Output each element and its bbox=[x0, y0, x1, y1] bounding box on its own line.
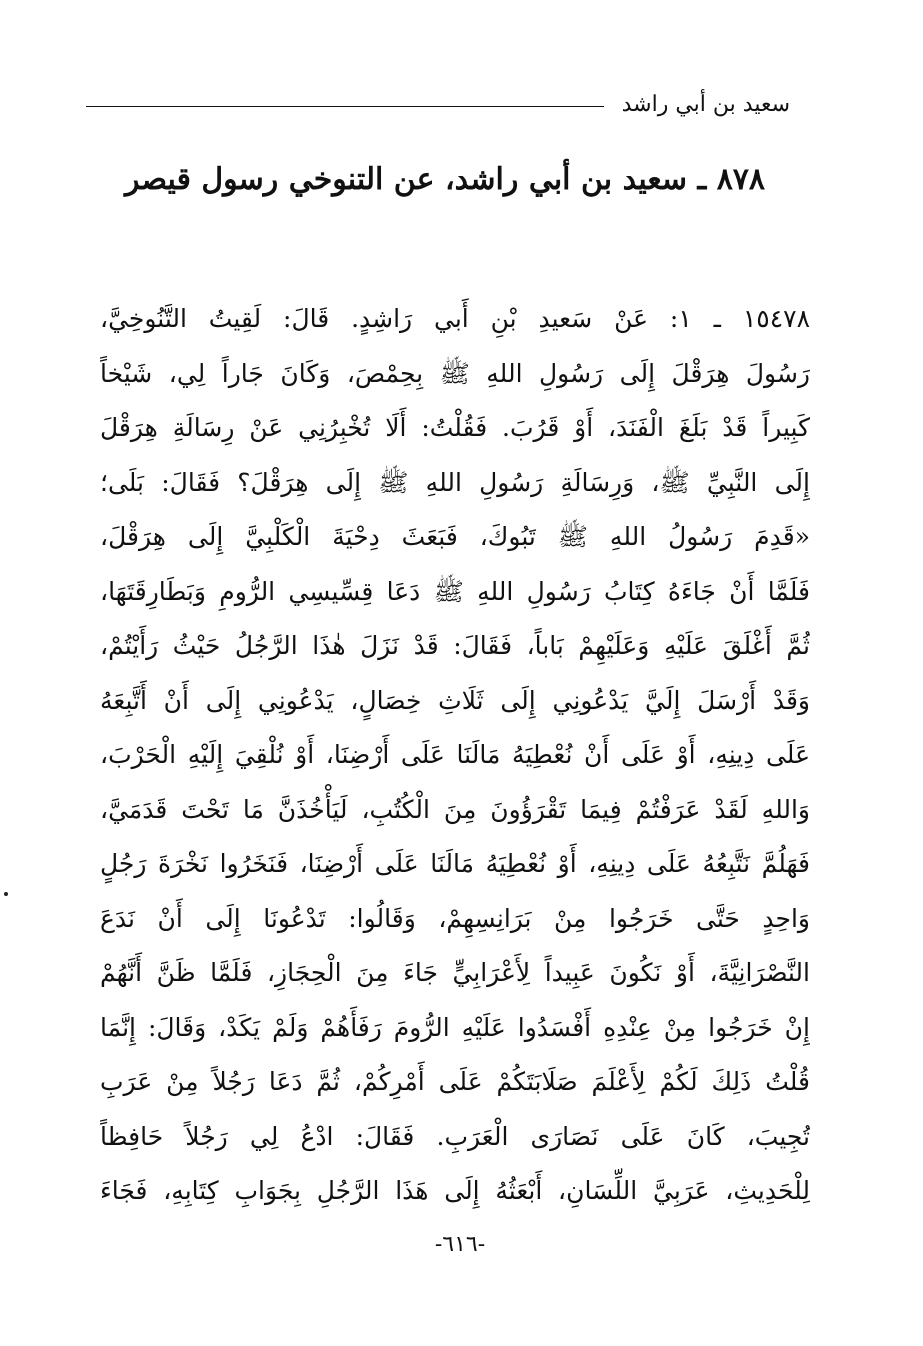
text-line: ١٥٤٧٨ ـ ١: عَنْ سَعيدِ بْنِ أَبي رَاشِدٍ. قَالَ: لَقِيتُ التَّنُوخِيَّ، bbox=[100, 304, 810, 333]
text-line: فَلَمَّا أَنْ جَاءَهُ كِتَابُ رَسُولِ اللهِ ﷺ دَعَا قِسِّيسِي الرُّومِ وَبَطَارِقَتَهَا، bbox=[100, 576, 810, 606]
text-line: وَقَدْ أَرْسَلَ إِلَيَّ يَدْعُونِي إِلَى ثَلَاثِ خِصَالٍ، يَدْعُونِي إِلَى أَنْ أَتَّبِعَهُ bbox=[100, 685, 810, 715]
text-line: قُلْتُ ذَلِكَ لَكُمْ لِأَعْلَمَ صَلَابَتَكُمْ عَلَى أَمْرِكُمْ، ثُمَّ دَعَا رَجُلاً مِنْ عَرَبِ bbox=[100, 1067, 810, 1096]
text-line: كَبِيراً قَدْ بَلَغَ الْفَنَدَ، أَوْ قَرُبَ. فَقُلْتُ: أَلَا تُخْبِرُنِي عَنْ رِسَالَةِ هِرَقْلَ bbox=[100, 413, 810, 442]
text-line: وَاللهِ لَقَدْ عَرَفْتُمْ فِيمَا تَقْرَؤُونَ مِنَ الْكُتُبِ، لَيَأْخُذَنَّ مَا تَحْتَ قَدَمَيَّ، bbox=[100, 794, 810, 824]
text-line: إِنْ خَرَجُوا مِنْ عِنْدِهِ أَفْسَدُوا عَلَيْهِ الرُّومَ رَفَأَهُمْ وَلَمْ يَكَدْ، وَقَالَ: إِنَّمَا bbox=[100, 1012, 810, 1042]
text-line: تُجِيبَ، كَانَ عَلَى نَصَارَى الْعَرَبِ. فَقَالَ: ادْعُ لِي رَجُلاً حَافِظاً bbox=[100, 1121, 810, 1151]
header-rule bbox=[86, 106, 604, 107]
text-line: النَّصْرَانِيَّةَ، أَوْ نَكُونَ عَبِيداً لِأَعْرَابِيٍّ جَاءَ مِنَ الْحِجَازِ، فَلَمَّا ظَنَّ أَنَّهُمْ bbox=[100, 958, 810, 987]
text-line: إِلَى النَّبِيِّ ﷺ، وَرِسَالَةِ رَسُولِ اللهِ ﷺ إِلَى هِرَقْلَ؟ فَقَالَ: بَلَى؛ bbox=[100, 467, 810, 497]
margin-dot bbox=[4, 892, 8, 896]
text-line: رَسُولَ هِرَقْلَ إِلَى رَسُولِ اللهِ ﷺ بِحِمْصَ، وَكَانَ جَاراً لِي، شَيْخاً bbox=[100, 358, 810, 388]
text-line: عَلَى دِينِهِ، أَوْ عَلَى أَنْ نُعْطِيَهُ مَالَنَا عَلَى أَرْضِنَا، أَوْ نُلْقِيَ إِلَيْهِ الْحَرْبَ، bbox=[100, 740, 810, 769]
text-line: ثُمَّ أَغْلَقَ عَلَيْهِ وَعَلَيْهِمْ بَاباً، فَقَالَ: قَدْ نَزَلَ هٰذَا الرَّجُلُ حَيْثُ رَأَيْتُمْ، bbox=[100, 631, 810, 660]
running-title: سعيد بن أبي راشد bbox=[621, 91, 790, 117]
text-line: فَهَلُمَّ نَتَّبِعُهُ عَلَى دِينِهِ، أَوْ نُعْطِيَهُ مَالَنَا عَلَى أَرْضِنَا، فَنَخَرُوا نَخْرَةَ رَجُلٍ bbox=[100, 849, 810, 878]
page-number: -٦١٦- bbox=[434, 1232, 486, 1257]
running-header bbox=[90, 88, 790, 120]
chapter-title: ٨٧٨ ـ سعيد بن أبي راشد، عن التنوخي رسول قيصر bbox=[124, 162, 766, 197]
text-line: «قَدِمَ رَسُولُ اللهِ ﷺ تَبُوكَ، فَبَعَثَ دِحْيَةَ الْكَلْبِيَّ إِلَى هِرَقْلَ، bbox=[100, 522, 810, 551]
text-line: لِلْحَدِيثِ، عَرَبِيَّ اللِّسَانِ، أَبْعَثُهُ إِلَى هَذَا الرَّجُلِ بِجَوَابِ كِتَابِهِ، فَجَاءَ bbox=[100, 1176, 810, 1205]
text-line: وَاحِدٍ حَتَّى خَرَجُوا مِنْ بَرَانِسِهِمْ، وَقَالُوا: تَدْعُونَا إِلَى أَنْ نَدَعَ bbox=[100, 903, 810, 933]
hadith-text bbox=[100, 292, 810, 1219]
